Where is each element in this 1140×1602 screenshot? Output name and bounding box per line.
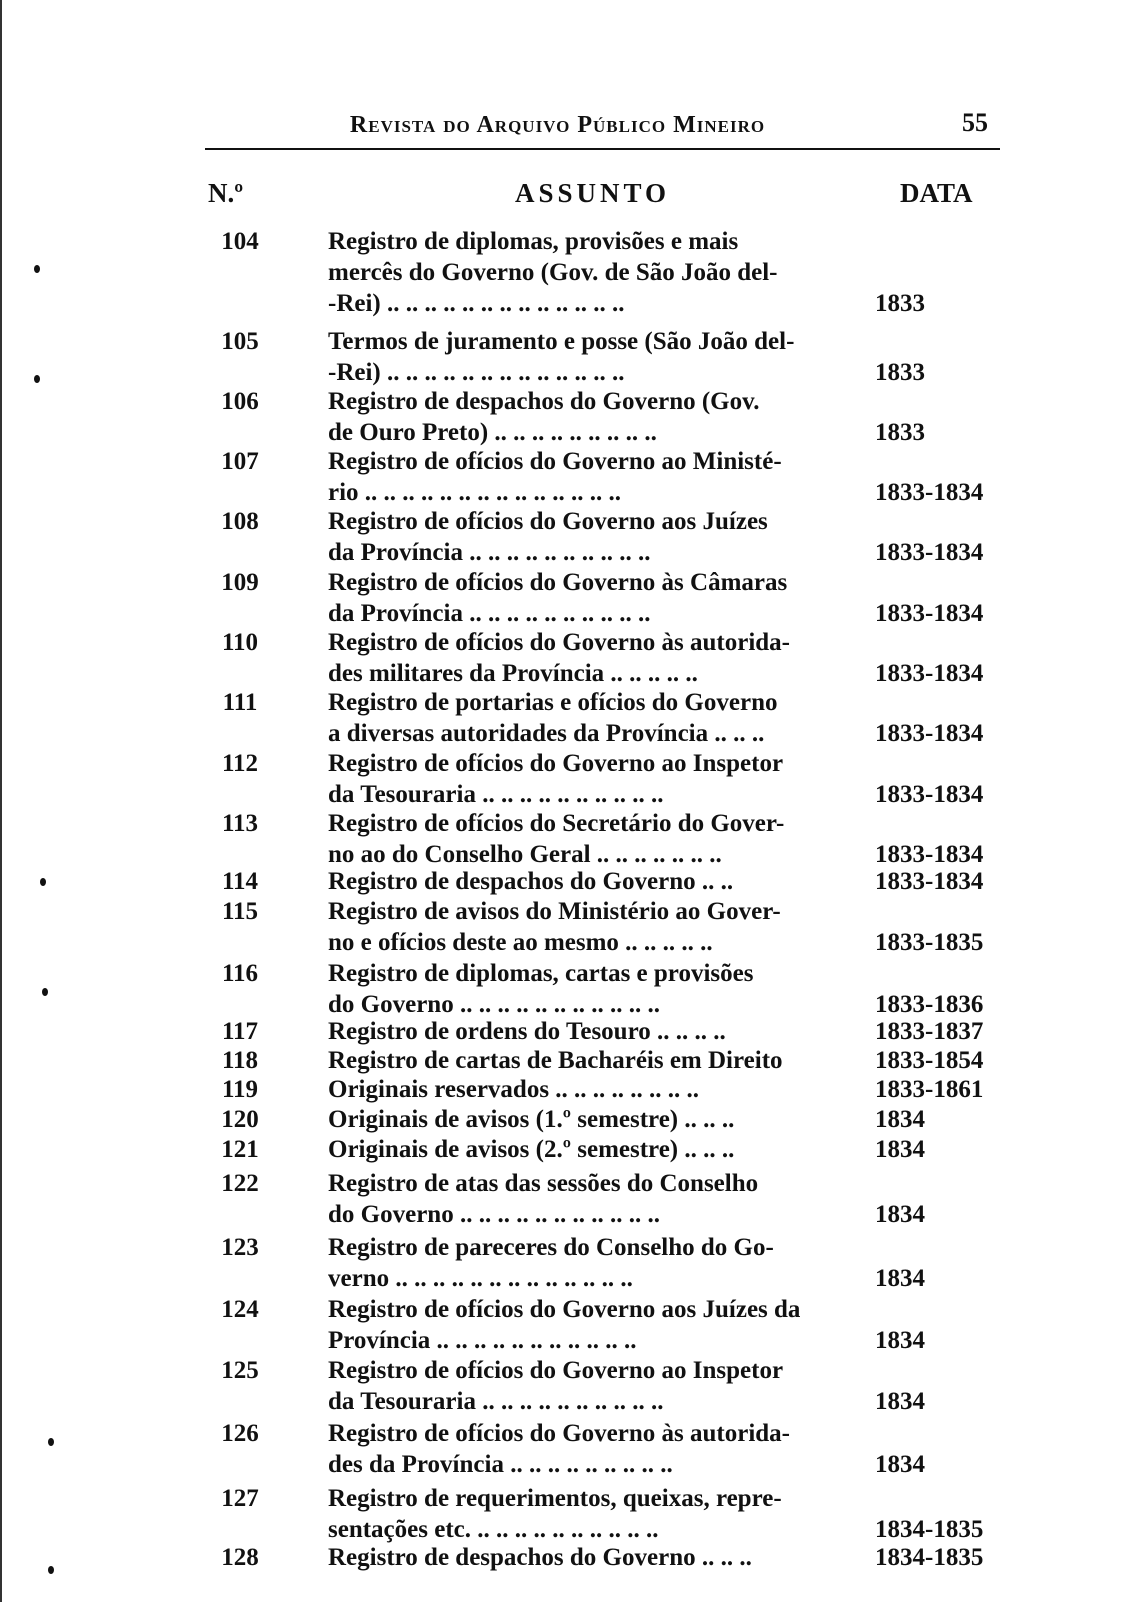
journal-title: Revista do Arquivo Público Mineiro	[349, 112, 766, 138]
entry-date: 1833-1836	[875, 991, 984, 1018]
entry-subject	[328, 506, 863, 568]
entry-subject	[328, 386, 863, 448]
column-header-number: N.º	[208, 178, 244, 208]
subject-line: Registro de ofícios do Governo aos Juízes	[328, 508, 768, 535]
entry-date: 1833-1835	[875, 929, 984, 956]
entry-date: 1833-1834	[875, 868, 984, 895]
entry-number: 115	[221, 898, 259, 925]
subject-line: Registro de despachos do Governo (Gov.	[328, 388, 760, 415]
subject-line: Registro de ofícios do Governo ao Ministé-	[328, 448, 782, 475]
entry-subject	[328, 1045, 863, 1076]
entry-date: 1833-1834	[875, 479, 984, 506]
running-header	[205, 108, 1000, 150]
column-header-subject: ASSUNTO	[515, 178, 671, 208]
entry-date: 1833-1834	[875, 720, 984, 747]
entry-number: 108	[221, 508, 259, 535]
entry-number: 126	[221, 1420, 259, 1447]
entry-subject	[328, 326, 863, 388]
subject-line: verno .. .. .. .. .. .. .. .. .. .. .. .. ..	[328, 1265, 633, 1292]
entry-date: 1834	[875, 1327, 925, 1354]
subject-line: Registro de ofícios do Governo às Câmaras	[328, 569, 788, 596]
entry-number: 113	[221, 810, 259, 837]
entry-number: 118	[221, 1047, 259, 1074]
entry-subject	[328, 627, 863, 689]
entry-date: 1834-1835	[875, 1544, 984, 1571]
entry-subject	[328, 1355, 863, 1417]
entry-number: 121	[221, 1136, 259, 1163]
entry-subject	[328, 896, 863, 958]
entry-subject	[328, 808, 863, 870]
subject-line: Registro de avisos do Ministério ao Gover-	[328, 898, 781, 925]
subject-line: des da Província .. .. .. .. .. .. .. .. ..	[328, 1451, 673, 1478]
entry-subject	[328, 958, 863, 1020]
subject-line: Originais reservados .. .. .. .. .. .. .. ..	[328, 1076, 700, 1103]
subject-line: da Tesouraria .. .. .. .. .. .. .. .. .. ..	[328, 1388, 664, 1415]
subject-line: do Governo .. .. .. .. .. .. .. .. .. .. ..	[328, 991, 660, 1018]
subject-line: Termos de juramento e posse (São João del-	[328, 328, 795, 355]
entry-number: 123	[221, 1234, 259, 1261]
entry-subject	[328, 1232, 863, 1294]
entry-date: 1834	[875, 1201, 925, 1228]
entry-subject	[328, 748, 863, 810]
subject-line: sentações etc. .. .. .. .. .. .. .. .. .. ..	[328, 1516, 659, 1543]
entry-subject	[328, 1294, 863, 1356]
subject-line: Registro de diplomas, cartas e provisões	[328, 960, 754, 987]
entry-date: 1834-1835	[875, 1516, 984, 1543]
column-header-date: DATA	[900, 178, 973, 208]
entry-number: 119	[221, 1076, 259, 1103]
entry-date: 1833-1837	[875, 1018, 984, 1045]
subject-line: -Rei) .. .. .. .. .. .. .. .. .. .. .. .. ..	[328, 290, 625, 317]
subject-line: Registro de diplomas, provisões e mais	[328, 228, 739, 255]
entry-number: 110	[221, 629, 259, 656]
speck-mark	[48, 1438, 54, 1446]
entry-number: 109	[221, 569, 259, 596]
entry-number: 122	[221, 1170, 259, 1197]
subject-line: Registro de pareceres do Conselho do Go-	[328, 1234, 774, 1261]
entry-number: 104	[221, 228, 259, 255]
entry-number: 125	[221, 1357, 259, 1384]
subject-line: Registro de ofícios do Governo ao Inspetor	[328, 750, 784, 777]
entry-date: 1833-1854	[875, 1047, 984, 1074]
entry-number: 105	[221, 328, 259, 355]
entry-date: 1834	[875, 1106, 925, 1133]
subject-line: Província .. .. .. .. .. .. .. .. .. .. ..	[328, 1327, 637, 1354]
entry-number: 127	[221, 1485, 259, 1512]
subject-line: Registro de atas das sessões do Conselho	[328, 1170, 759, 1197]
subject-line: Registro de ordens do Tesouro .. .. .. ..	[328, 1018, 726, 1045]
page-edge	[0, 0, 2, 1602]
entry-date: 1833-1834	[875, 781, 984, 808]
entry-number: 117	[221, 1018, 259, 1045]
subject-line: des militares da Província .. .. .. .. ..	[328, 660, 698, 687]
subject-line: Originais de avisos (2.º semestre) .. .. ..	[328, 1136, 735, 1163]
entry-date: 1834	[875, 1265, 925, 1292]
subject-line: rio .. .. .. .. .. .. .. .. .. .. .. .. .. ..	[328, 479, 622, 506]
entry-date: 1833	[875, 419, 925, 446]
entry-subject	[328, 1542, 863, 1573]
entry-subject	[328, 1074, 863, 1105]
subject-line: da Província .. .. .. .. .. .. .. .. .. ..	[328, 600, 651, 627]
subject-line: do Governo .. .. .. .. .. .. .. .. .. .. ..	[328, 1201, 660, 1228]
entry-subject	[328, 226, 863, 319]
entry-subject	[328, 1483, 863, 1545]
subject-line: a diversas autoridades da Província .. .. ..	[328, 720, 765, 747]
speck-mark	[42, 988, 48, 996]
subject-line: Registro de ofícios do Governo às autorida-	[328, 1420, 791, 1447]
entry-number: 128	[221, 1544, 259, 1571]
speck-mark	[40, 878, 46, 886]
subject-line: Registro de cartas de Bacharéis em Direito	[328, 1047, 783, 1074]
entry-date: 1834	[875, 1388, 925, 1415]
entry-date: 1833-1834	[875, 660, 984, 687]
speck-mark	[48, 1566, 54, 1574]
subject-line: Registro de ofícios do Governo ao Inspetor	[328, 1357, 784, 1384]
entry-date: 1833-1834	[875, 841, 984, 868]
subject-line: Registro de portarias e ofícios do Governo	[328, 689, 778, 716]
subject-line: no e ofícios deste ao mesmo .. .. .. .. ..	[328, 929, 713, 956]
entry-subject	[328, 1134, 863, 1165]
entry-subject	[328, 687, 863, 749]
entry-date: 1834	[875, 1451, 925, 1478]
entry-number: 124	[221, 1296, 259, 1323]
entry-subject	[328, 567, 863, 629]
entry-number: 111	[222, 689, 258, 716]
entry-number: 106	[221, 388, 259, 415]
entry-date: 1833-1861	[875, 1076, 984, 1103]
speck-mark	[34, 375, 40, 383]
subject-line: Originais de avisos (1.º semestre) .. .. ..	[328, 1106, 735, 1133]
entry-date: 1833	[875, 290, 925, 317]
subject-line: Registro de ofícios do Governo aos Juízes da	[328, 1296, 801, 1323]
entry-date: 1833	[875, 359, 925, 386]
entry-number: 114	[221, 868, 259, 895]
entry-number: 116	[221, 960, 259, 987]
entry-subject	[328, 866, 863, 897]
subject-line: -Rei) .. .. .. .. .. .. .. .. .. .. .. .. ..	[328, 359, 625, 386]
entry-subject	[328, 1168, 863, 1230]
entry-subject	[328, 1418, 863, 1480]
subject-line: da Tesouraria .. .. .. .. .. .. .. .. .. ..	[328, 781, 664, 808]
entry-subject	[328, 1016, 863, 1047]
entry-number: 112	[221, 750, 259, 777]
entry-date: 1833-1834	[875, 539, 984, 566]
subject-line: de Ouro Preto) .. .. .. .. .. .. .. .. ..	[328, 419, 657, 446]
entry-number: 120	[221, 1106, 259, 1133]
entry-subject	[328, 446, 863, 508]
subject-line: Registro de ofícios do Governo às autorida-	[328, 629, 791, 656]
subject-line: Registro de requerimentos, queixas, repre-	[328, 1485, 782, 1512]
subject-line: da Província .. .. .. .. .. .. .. .. .. ..	[328, 539, 651, 566]
entry-number: 107	[221, 448, 259, 475]
subject-line: mercês do Governo (Gov. de São João del-	[328, 259, 778, 286]
entry-subject	[328, 1104, 863, 1135]
subject-line: Registro de despachos do Governo .. ..	[328, 868, 734, 895]
entry-date: 1833-1834	[875, 600, 984, 627]
subject-line: no ao do Conselho Geral .. .. .. .. .. .. ..	[328, 841, 722, 868]
subject-line: Registro de ofícios do Secretário do Gover-	[328, 810, 785, 837]
page-number: 55	[962, 108, 988, 137]
speck-mark	[34, 265, 40, 273]
entry-date: 1834	[875, 1136, 925, 1163]
subject-line: Registro de despachos do Governo .. .. ..	[328, 1544, 752, 1571]
